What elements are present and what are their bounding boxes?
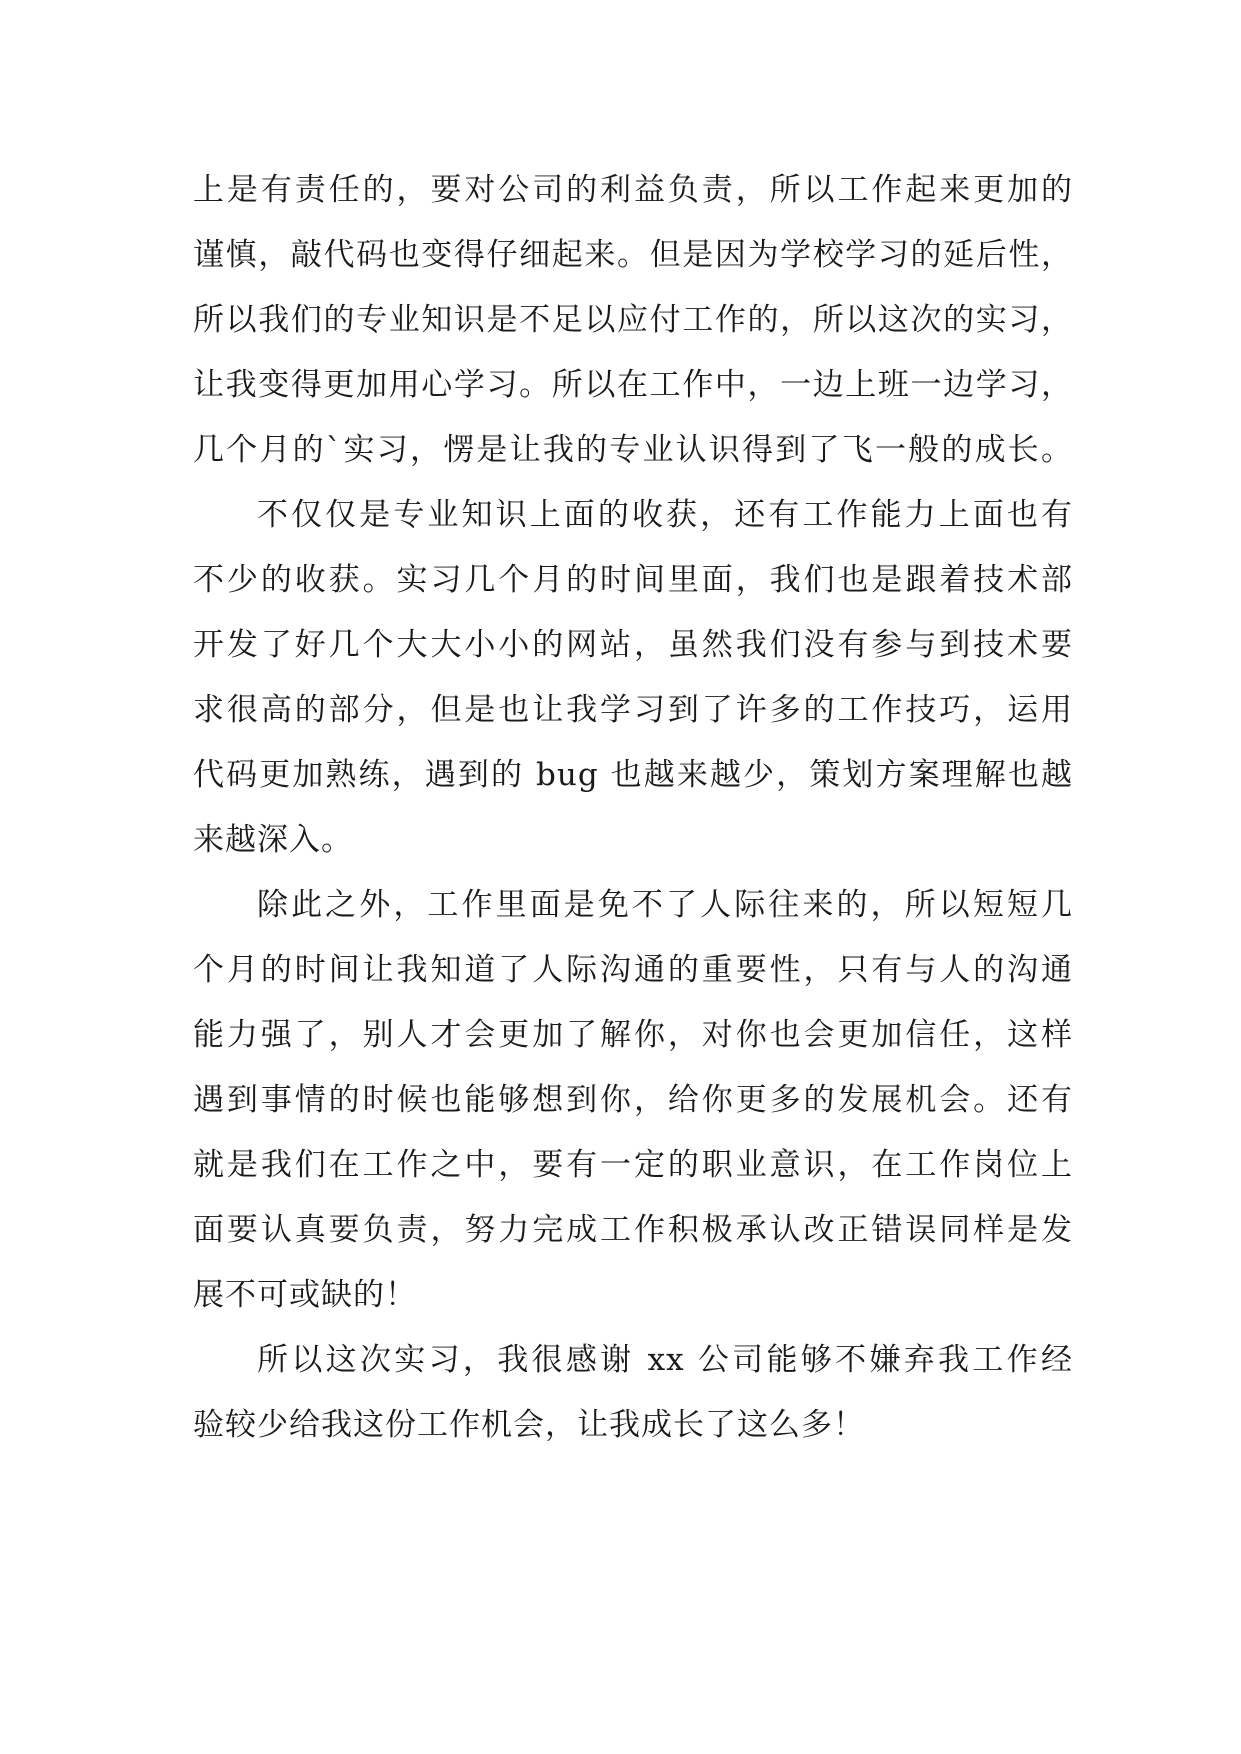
text-line: 验较少给我这份工作机会，让我成长了这么多！ [193,1407,865,1443]
text-line: 几个月的`实习，愣是让我的专业认识得到了飞一般的成长。 [193,432,1073,468]
text-line: 展不可或缺的！ [193,1277,417,1313]
text-line: 能力强了，别人才会更加了解你，对你也会更加信任，这样 [193,1017,1073,1053]
text-line: 让我变得更加用心学习。所以在工作中，一边上班一边学习， [193,367,1073,403]
text-line: 就是我们在工作之中，要有一定的职业意识，在工作岗位上 [193,1147,1073,1183]
text-line: 求很高的部分，但是也让我学习到了许多的工作技巧，运用 [193,692,1073,728]
text-line: 所以我们的专业知识是不足以应付工作的，所以这次的实习， [193,302,1073,338]
paragraph-3 [193,873,1073,1328]
text-line: 个月的时间让我知道了人际沟通的重要性，只有与人的沟通 [193,952,1073,988]
text-line: 代码更加熟练，遇到的 bug 也越来越少，策划方案理解也越 [193,757,1073,793]
text-line: 遇到事情的时候也能够想到你，给你更多的发展机会。还有 [193,1082,1073,1118]
text-line: 不少的收获。实习几个月的时间里面，我们也是跟着技术部 [193,562,1073,598]
text-line: 上是有责任的，要对公司的利益负责，所以工作起来更加的 [193,172,1073,208]
text-line: 除此之外，工作里面是免不了人际往来的，所以短短几 [257,887,1073,923]
paragraph-4 [193,1328,1073,1458]
text-line: 面要认真要负责，努力完成工作积极承认改正错误同样是发 [193,1212,1073,1248]
text-line: 开发了好几个大大小小的网站，虽然我们没有参与到技术要 [193,627,1073,663]
paragraph-2 [193,483,1073,873]
paragraph-1 [193,158,1073,483]
text-line: 不仅仅是专业知识上面的收获，还有工作能力上面也有 [257,497,1073,533]
text-line: 来越深入。 [193,822,353,858]
text-line: 谨慎，敲代码也变得仔细起来。但是因为学校学习的延后性， [193,237,1073,273]
document-body [193,158,1073,1458]
text-line: 所以这次实习，我很感谢 xx 公司能够不嫌弃我工作经 [257,1342,1073,1378]
